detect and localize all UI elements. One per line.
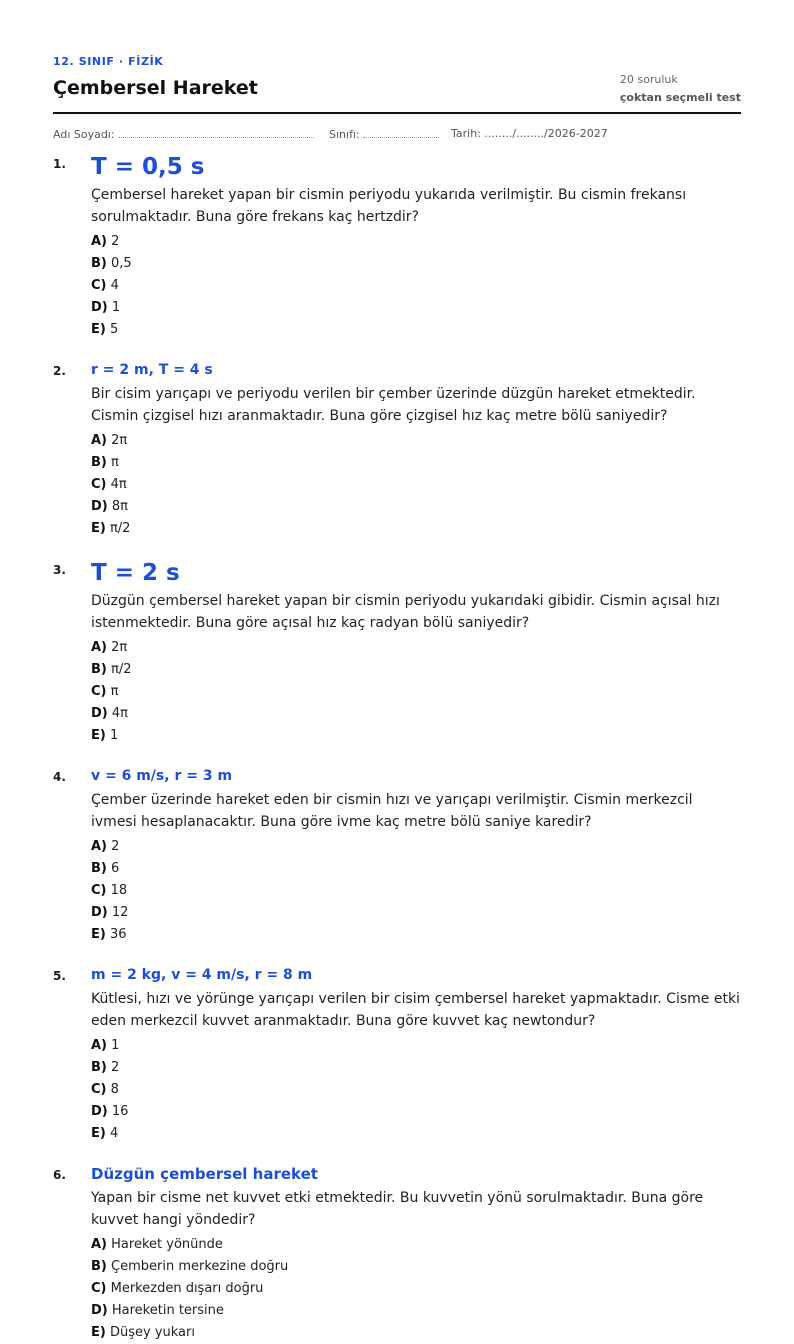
option-text: Hareket yönünde	[111, 1237, 223, 1252]
option-text: π/2	[111, 662, 132, 677]
option-letter: A)	[91, 640, 108, 655]
option-c[interactable]	[91, 1278, 741, 1300]
option-text: π	[111, 455, 119, 470]
option-b[interactable]	[91, 1256, 741, 1278]
question-given: r = 2 m, T = 4 s	[91, 362, 213, 378]
option-text: 36	[109, 927, 127, 942]
option-letter: C)	[91, 684, 107, 699]
question-text: Çembersel hareket yapan bir cismin periyodu yukarıda verilmiştir. Bu cismin frekansı sorulmaktadır. Buna göre frekans kaç hertzdir?	[91, 187, 687, 225]
option-letter: E)	[91, 322, 106, 337]
option-letter: D)	[91, 905, 108, 920]
question-6	[53, 1163, 741, 1344]
question-given: m = 2 kg, v = 4 m/s, r = 8 m	[91, 967, 313, 983]
option-c[interactable]	[91, 275, 421, 297]
option-b[interactable]	[91, 253, 421, 275]
option-letter: E)	[91, 521, 106, 536]
option-letter: D)	[91, 499, 108, 514]
question-number: 6.	[53, 1168, 66, 1182]
option-text: 4π	[110, 477, 127, 492]
test-type: çoktan seçmeli test	[619, 91, 741, 104]
option-e[interactable]	[91, 1322, 741, 1344]
question-number: 3.	[53, 563, 66, 577]
question-number: 2.	[53, 364, 66, 378]
option-text: 4	[110, 278, 119, 293]
option-text: 16	[111, 1104, 129, 1119]
worksheet-header	[53, 0, 741, 114]
option-d[interactable]	[91, 496, 421, 518]
question-given: T = 2 s	[91, 560, 180, 586]
option-letter: D)	[91, 300, 108, 315]
question-3	[53, 558, 741, 747]
option-letter: C)	[91, 883, 107, 898]
option-letter: B)	[91, 256, 107, 271]
option-c[interactable]	[91, 474, 421, 496]
option-text: π/2	[109, 521, 131, 536]
question-text: Çember üzerinde hareket eden bir cismin hızı ve yarıçapı verilmiştir. Cismin merkezcil ivmesi hesaplanacaktır. Buna göre ivme kaç metre bölü saniye karedir?	[91, 792, 693, 830]
name-label: Adı Soyadı:	[53, 128, 115, 141]
question-given: T = 0,5 s	[91, 154, 205, 180]
question-text: Düzgün çembersel hareket yapan bir cismin periyodu yukarıdaki gibidir. Cismin açısal hızı istenmektedir. Buna göre açısal hız kaç radyan bölü saniyedir?	[91, 593, 720, 631]
option-b[interactable]	[91, 659, 421, 681]
student-info-row	[53, 114, 741, 152]
option-c[interactable]	[91, 880, 421, 902]
option-letter: B)	[91, 1060, 107, 1075]
answer-options	[91, 1234, 741, 1344]
option-a[interactable]	[91, 836, 421, 858]
question-number: 5.	[53, 969, 66, 983]
option-text: Çemberin merkezine doğru	[111, 1259, 289, 1274]
option-text: 4	[109, 1126, 119, 1141]
option-letter: A)	[91, 839, 108, 854]
option-letter: E)	[91, 1325, 106, 1340]
answer-options	[91, 430, 741, 540]
answer-options	[91, 1035, 741, 1145]
option-letter: C)	[91, 1281, 107, 1296]
option-letter: C)	[91, 278, 107, 293]
question-text: Bir cisim yarıçapı ve periyodu verilen bir çember üzerinde düzgün hareket etmektedir. Cismin çizgisel hızı aranmaktadır. Buna göre çizgisel hız kaç metre bölü saniyedir?	[91, 386, 696, 424]
page-title: Çembersel Hareket	[53, 77, 258, 99]
option-d[interactable]	[91, 902, 421, 924]
option-text: 1	[111, 1038, 120, 1053]
option-a[interactable]	[91, 1035, 421, 1057]
question-5	[53, 964, 741, 1145]
option-text: Merkezden dışarı doğru	[110, 1281, 264, 1296]
option-text: π	[110, 684, 119, 699]
option-text: 2	[111, 839, 120, 854]
option-c[interactable]	[91, 1079, 421, 1101]
name-blank	[118, 127, 314, 138]
option-a[interactable]	[91, 637, 421, 659]
option-text: 6	[111, 861, 120, 876]
option-text: 18	[110, 883, 128, 898]
option-letter: A)	[91, 1237, 108, 1252]
test-meta	[620, 71, 741, 104]
option-letter: A)	[91, 1038, 108, 1053]
option-d[interactable]	[91, 703, 421, 725]
option-a[interactable]	[91, 1234, 741, 1256]
question-4	[53, 765, 741, 946]
question-number: 1.	[53, 157, 66, 171]
option-e[interactable]	[91, 518, 421, 540]
option-letter: D)	[91, 1303, 108, 1318]
option-e[interactable]	[91, 725, 421, 747]
option-text: 5	[109, 322, 119, 337]
option-letter: A)	[91, 433, 108, 448]
option-letter: E)	[91, 927, 106, 942]
question-number: 4.	[53, 770, 66, 784]
option-e[interactable]	[91, 319, 421, 341]
option-letter: B)	[91, 662, 107, 677]
question-text: Yapan bir cisme net kuvvet etki etmektedir. Bu kuvvetin yönü sorulmaktadır. Buna göre kuvvet hangi yöndedir?	[91, 1190, 704, 1228]
option-text: 8	[110, 1082, 119, 1097]
option-text: 1	[109, 728, 119, 743]
option-text: 8π	[111, 499, 128, 514]
option-b[interactable]	[91, 1057, 421, 1079]
option-e[interactable]	[91, 1123, 421, 1145]
option-text: 0,5	[111, 256, 132, 271]
option-a[interactable]	[91, 430, 421, 452]
question-2	[53, 359, 741, 540]
option-letter: C)	[91, 1082, 107, 1097]
class-blank	[363, 127, 439, 138]
option-letter: D)	[91, 706, 108, 721]
option-text: Hareketin tersine	[111, 1303, 224, 1318]
option-letter: B)	[91, 1259, 107, 1274]
option-text: 12	[111, 905, 129, 920]
option-e[interactable]	[91, 924, 421, 946]
class-label: Sınıfı:	[329, 128, 360, 141]
option-d[interactable]	[91, 297, 421, 319]
option-d[interactable]	[91, 1101, 421, 1123]
option-letter: A)	[91, 234, 108, 249]
option-text: 2	[111, 234, 120, 249]
option-letter: D)	[91, 1104, 108, 1119]
option-letter: E)	[91, 728, 106, 743]
option-letter: E)	[91, 1126, 106, 1141]
class-field[interactable]	[329, 127, 439, 141]
question-count: 20 soruluk	[619, 73, 678, 86]
option-b[interactable]	[91, 452, 421, 474]
option-text: 4π	[111, 706, 128, 721]
option-letter: B)	[91, 455, 107, 470]
option-d[interactable]	[91, 1300, 741, 1322]
option-a[interactable]	[91, 231, 421, 253]
name-field[interactable]	[53, 127, 314, 141]
option-text: 2π	[111, 640, 128, 655]
option-b[interactable]	[91, 858, 421, 880]
option-text: 2π	[111, 433, 128, 448]
option-letter: C)	[91, 477, 107, 492]
option-letter: B)	[91, 861, 107, 876]
question-1	[53, 152, 741, 341]
date-field[interactable]	[451, 127, 608, 140]
question-given: Düzgün çembersel hareket	[91, 1165, 318, 1183]
answer-options	[91, 231, 741, 341]
question-given: v = 6 m/s, r = 3 m	[91, 768, 233, 784]
option-text: 2	[111, 1060, 120, 1075]
question-text: Kütlesi, hızı ve yörünge yarıçapı verilen bir cisim çembersel hareket yapmaktadır. Cisme etki eden merkezcil kuvvet aranmaktadır. Buna göre kuvvet kaç newtondur?	[91, 991, 740, 1029]
option-c[interactable]	[91, 681, 421, 703]
date-label: Tarih: ......../......../2026-2027	[451, 127, 608, 140]
option-text: 1	[111, 300, 121, 315]
subject-label: 12. SINIF · FİZİK	[53, 55, 164, 68]
option-text: Düşey yukarı	[109, 1325, 195, 1340]
worksheet-page	[53, 0, 741, 1340]
answer-options	[91, 637, 741, 747]
answer-options	[91, 836, 741, 946]
